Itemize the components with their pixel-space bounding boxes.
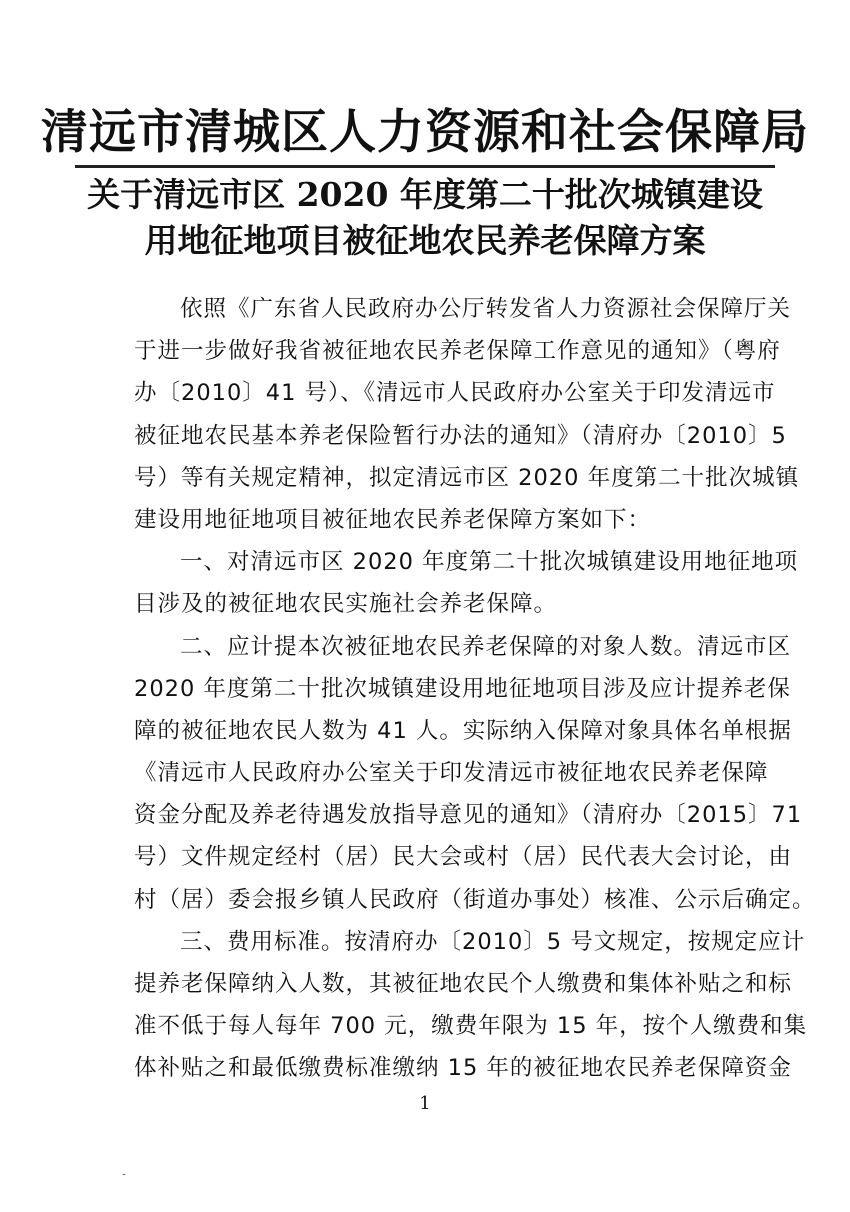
body-text-line: 被征地农民基本养老保险暂行办法的通知》（清府办〔2010〕5 (134, 422, 787, 449)
body-text-line: 三、费用标准。按清府办〔2010〕5 号文规定，按规定应计 (180, 928, 806, 955)
body-text-line: 一、对清远市区 2020 年度第二十批次城镇建设用地征地项 (180, 549, 799, 576)
header-divider (75, 165, 775, 168)
body-text-line: 建设用地征地项目被征地农民养老保障方案如下： (134, 506, 652, 533)
body-text-line: 号）文件规定经村（居）民大会或村（居）民代表大会讨论，由 (134, 844, 793, 871)
document-title-line: 用地征地项目被征地农民养老保障方案 (144, 221, 706, 260)
body-text-line: 准不低于每人每年 700 元，缴费年限为 15 年，按个人缴费和集 (134, 1013, 808, 1040)
body-text-line: 资金分配及养老待遇发放指导意见的通知》（清府办〔2015〕71 (134, 802, 803, 829)
body-text-line: 二、应计提本次被征地农民养老保障的对象人数。清远市区 (180, 633, 792, 660)
body-text-line: 目涉及的被征地农民实施社会养老保障。 (134, 591, 558, 618)
body-text-line: 《清远市人民政府办公室关于印发清远市被征地农民养老保障 (134, 760, 769, 787)
body-text-line: 依照《广东省人民政府办公厅转发省人力资源社会保障厅关 (180, 296, 792, 322)
body-text-line: 号）等有关规定精神，拟定清远市区 2020 年度第二十批次城镇 (134, 464, 800, 491)
body-text-line: 办〔2010〕41 号）、《清远市人民政府办公室关于印发清远市 (134, 380, 776, 407)
scan-mark: - (122, 1167, 127, 1181)
body-text-line: 障的被征地农民人数为 41 人。实际纳入保障对象具体名单根据 (134, 717, 792, 744)
issuing-organization-title: 清远市清城区人力资源和社会保障局 (41, 105, 809, 160)
page-number: 1 (419, 1093, 431, 1114)
body-text-line: 提养老保障纳入人数，其被征地农民个人缴费和集体补贴之和标 (134, 971, 793, 997)
body-text-line: 体补贴之和最低缴费标准缴纳 15 年的被征地农民养老保障资金 (134, 1055, 792, 1082)
document-title (0, 172, 850, 264)
body-text-line: 村（居）委会报乡镇人民政府（街道办事处）核准、公示后确定。 (134, 886, 816, 913)
body-text-line: 2020 年度第二十批次城镇建设用地征地项目涉及应计提养老保 (134, 675, 791, 702)
body-text-line: 于进一步做好我省被征地农民养老保障工作意见的通知》（粤府 (134, 338, 781, 365)
document-body (134, 288, 816, 1090)
document-title-line: 关于清远市区 2020 年度第二十批次城镇建设 (87, 175, 763, 214)
